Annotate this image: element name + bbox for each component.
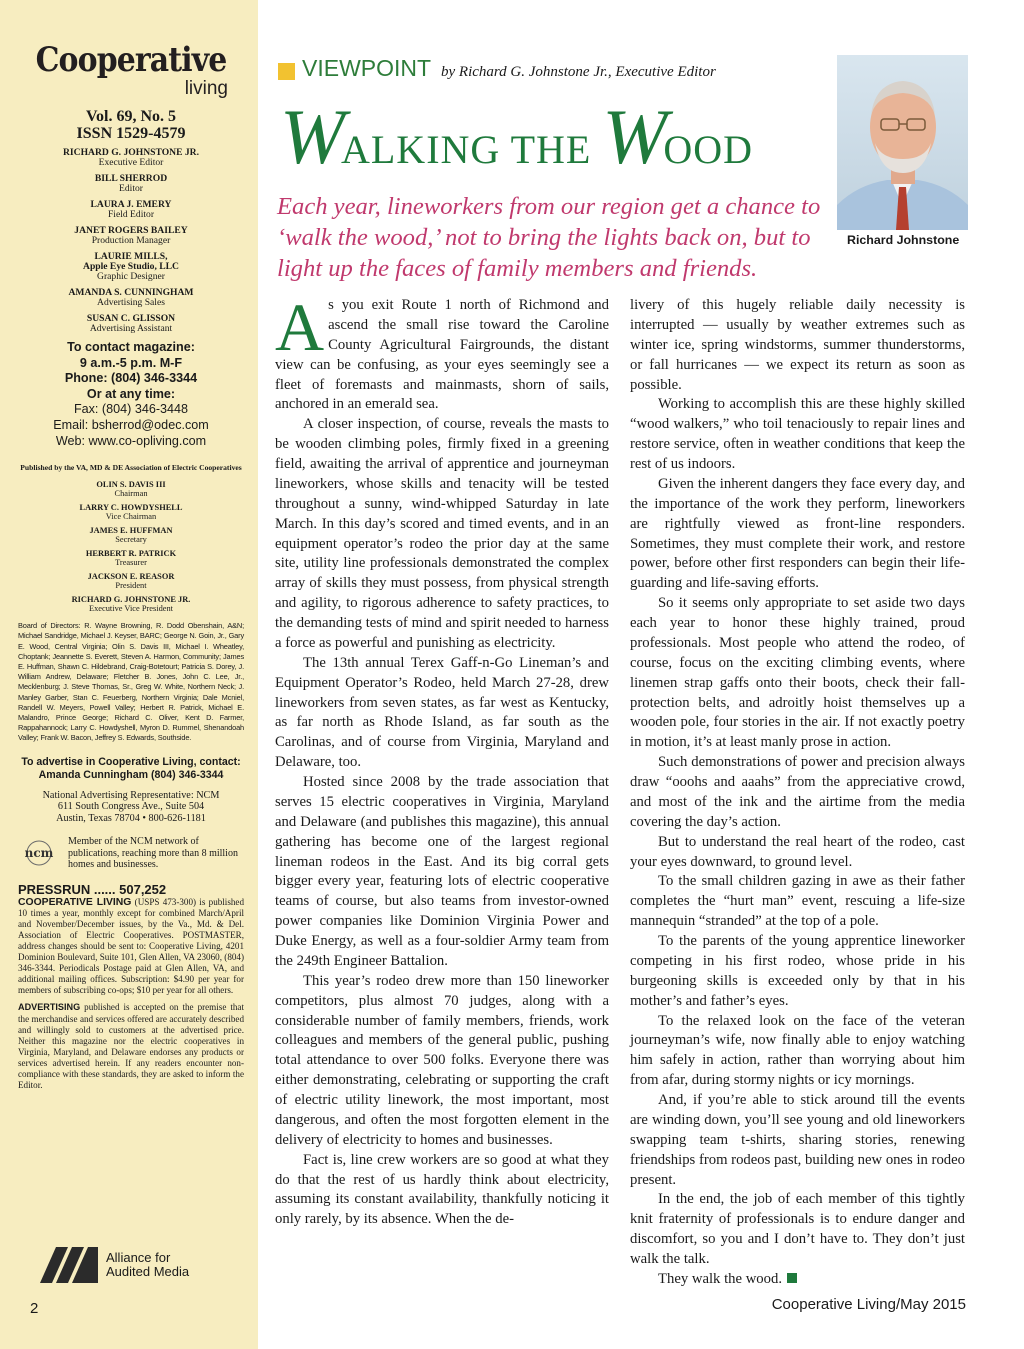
- article-paragraph: To the small children gazing in awe as their father completes the “hurt man” event, rescuing a life-size mannequin “stranded” at the top of a pole.: [630, 873, 965, 930]
- aam-text: [106, 1251, 189, 1279]
- issn-number: ISSN 1529-4579: [76, 125, 186, 142]
- staff-role: Graphic Designer: [97, 271, 165, 282]
- staff-list: [18, 148, 244, 334]
- staff-role: Production Manager: [91, 235, 171, 246]
- article-byline: by Richard G. Johnstone Jr., Executive Editor: [441, 64, 716, 80]
- page-folio: Cooperative Living/May 2015: [771, 1296, 966, 1313]
- officer-item: [18, 526, 244, 544]
- article-paragraph: And, if you’re able to stick around till the events are winding down, you’ll see young and old lineworkers swapping team t-shirts, sharing stories, renewing friendships from rodeos past, building new ones in rodeo present.: [630, 1092, 965, 1188]
- article-paragraph: To the relaxed look on the face of the veteran journeyman’s wife, now finally able to enjoy watching him safely in action, rather than worrying about him from afar, during stormy nights or icy mornings.: [630, 1012, 965, 1089]
- staff-name: BILL SHERROD: [94, 173, 168, 184]
- contact-email: Email: bsherrod@odec.com: [53, 417, 209, 432]
- section-kicker: VIEWPOINT: [302, 55, 432, 81]
- officer-role: Chairman: [114, 489, 148, 499]
- article-column-1: [275, 289, 609, 1230]
- officer-item: [18, 572, 244, 590]
- contact-heading: To contact magazine:: [67, 340, 195, 354]
- staff-item: [18, 252, 244, 282]
- closing-line: They walk the wood.: [658, 1270, 782, 1287]
- officer-item: [18, 549, 244, 567]
- headline-part: OOD: [663, 127, 753, 172]
- article-paragraph: livery of this hugely reliable daily necessity is interrupted — usually by weather extremes such as winter ice, spring windstorms, summer thunderstorms, or fall hurricanes — we expect its return as soon as possible.: [630, 297, 965, 393]
- national-advertising: [18, 790, 244, 825]
- logo-wordmark: Cooperative: [35, 40, 227, 80]
- volume-number: Vol. 69, No. 5: [85, 108, 177, 125]
- officer-role: Treasurer: [115, 558, 147, 568]
- staff-name: AMANDA S. CUNNINGHAM: [68, 287, 194, 298]
- staff-name: JANET ROGERS BAILEY: [74, 225, 188, 236]
- contact-fax: Fax: (804) 346-3448: [73, 402, 189, 417]
- article-paragraph: Fact is, line crew workers are so good at what they do that the rest of us hardly think about electricity, assuming its constant availability, thankfully noticing it only rarely, by its absence. When the de-: [275, 1151, 609, 1228]
- officers-list: [18, 480, 244, 613]
- staff-item: [18, 174, 244, 194]
- article-headline: [280, 92, 753, 182]
- article-paragraph: A closer inspection, of course, reveals the masts to be wooden climbing poles, firmly fixed in a greening field, awaiting the arrival of apprentice and journeyman lineworkers, whose skills and tenacity will be tested throughout a sunny, wind-whipped Saturday in late March. In this day’s scored and timed events, and in an equipment operator’s rodeo the prior day at the same site, utility line professionals demonstrated the complex array of skills they must possess, from physical strength and agility, to rigorous adherence to safety practices, to the demanding tests of mind and spirit needed to harness a force as powerful and punishing as electricity.: [275, 416, 609, 651]
- officer-role: Secretary: [115, 535, 147, 545]
- article-paragraph: Working to accomplish this are these highly skilled “wood walkers,” who toil tenaciously to repair lines and restore service, often in weather conditions that keep the rest of us indoors.: [630, 396, 965, 472]
- officer-name: OLIN S. DAVIS III: [96, 480, 166, 490]
- staff-item: [18, 288, 244, 308]
- officer-name: HERBERT R. PATRICK: [85, 549, 177, 559]
- officer-name: RICHARD G. JOHNSTONE JR.: [71, 595, 191, 605]
- contact-web: Web: www.co-opliving.com: [55, 433, 207, 448]
- advertising-lead: ADVERTISING: [18, 1002, 81, 1013]
- aam-line: Audited Media: [106, 1264, 190, 1279]
- advertise-heading: To advertise in Cooperative Living, contact:: [21, 755, 241, 768]
- contact-hours: 9 a.m.-5 p.m. M-F: [79, 355, 183, 370]
- staff-name: RICHARD G. JOHNSTONE JR.: [62, 147, 200, 158]
- photo-caption: Richard Johnstone: [847, 233, 960, 247]
- officer-role: Executive Vice President: [89, 604, 173, 614]
- publisher-line: Published by the VA, MD & DE Association of Electric Cooperatives: [20, 463, 242, 473]
- officer-name: JAMES E. HUFFMAN: [89, 526, 173, 536]
- article-paragraph: Hosted since 2008 by the trade association that serves 15 electric cooperatives in Virginia, Maryland and Delaware (and publishes this magazine), this annual gathering has become one of the largest regional lineman rodeos in the East. And its big corral gets bigger every year, featuring lots of electric cooperative teams of course, but also teams from investor-owned power companies like Dominion Virginia Power and Duke Energy, as well as a four-soldier Army team from the 249th Engineer Battalion.: [275, 774, 609, 969]
- end-mark-icon: [787, 1273, 797, 1283]
- natl-city: Austin, Texas 78704 • 800-626-1181: [56, 812, 206, 824]
- pressrun: PRESSRUN ...... 507,252: [18, 881, 167, 897]
- headline-initial: W: [280, 93, 341, 180]
- article-paragraph: In the end, the job of each member of this tightly knit fraternity of professionals is to endure danger and discomfort, so you and I don’t have to. They don’t just walk the talk.: [630, 1191, 965, 1267]
- masthead-sidebar: [0, 0, 258, 1349]
- officer-item: [18, 595, 244, 613]
- contact-anytime: Or at any time:: [86, 386, 176, 401]
- article-paragraph: This year’s rodeo drew more than 150 lineworker competitors, plus almost 70 judges, along with a considerable number of family members, friends, work colleagues and members of the general public, pushing total attendance to over 500 folks. Everyone there was either demonstrating, celebrating or supporting the craft of electric utility linework, the most important, most dangerous, and often the most forgotten element in the delivery of electricity to homes and businesses.: [275, 972, 609, 1148]
- page-number: 2: [30, 1300, 39, 1317]
- ncm-member-block: [18, 836, 244, 870]
- aam-logo-icon: [38, 1245, 100, 1285]
- staff-name: LAURIE MILLS,: [94, 251, 168, 262]
- advertise-contact: [18, 756, 244, 782]
- headline-part: ALKING THE: [340, 127, 603, 172]
- contact-phone: Phone: (804) 346-3344: [64, 371, 198, 386]
- article-column-2: [630, 296, 965, 1290]
- staff-item: [18, 226, 244, 246]
- kicker-square-icon: [278, 63, 295, 80]
- article-paragraph: Given the inherent dangers they face every day, and the importance of the work they perform, lineworkers are rightfully viewed as front-line responders. Sometimes, they must complete their work, and restore power, before other first responders can begin their life-guarding and life-saving efforts.: [630, 475, 965, 592]
- staff-item: [18, 314, 244, 334]
- staff-name: LAURA J. EMERY: [90, 199, 172, 210]
- contact-block: [18, 340, 244, 449]
- aam-line: Alliance for: [106, 1250, 171, 1265]
- natl-address: 611 South Congress Ave., Suite 504: [57, 801, 205, 813]
- officer-name: LARRY C. HOWDYSHELL: [79, 503, 183, 513]
- author-portrait: [837, 55, 968, 230]
- logo-subtitle: living: [184, 78, 228, 99]
- article-paragraph: But to understand the real heart of the rodeo, cast your eyes downward, to ground level.: [630, 833, 965, 870]
- article-paragraph: Such demonstrations of power and precision always draw “ooohs and aaahs” from the appreciative crowd, and most of the ink and the airtime from the media covering the day’s action.: [630, 754, 965, 830]
- ncm-logo: [18, 839, 60, 867]
- staff-item: [18, 148, 244, 168]
- advertise-name: Amanda Cunningham (804) 346-3344: [38, 768, 224, 781]
- staff-role: Advertising Assistant: [89, 323, 173, 334]
- ncm-logo-text: ncm: [24, 846, 54, 861]
- board-of-directors: Board of Directors: R. Wayne Browning, R. Dodd Obenshain, A&N; Michael Sandridge, Michael J. Keyser, BARC; George N. Goin, Jr., Gary E. Wood, Central Virginia; Olin S. Davis III, Michael I. Wheatley, Choptank; Jeannette S. Everett, Steven A. Harmon, Community; James E. Huffman, Shawn C. Hildebrand, Craig-Botetourt; Patricia S. Dorey, J. William Andrew, Delaware; Fletcher B. Jones, John C. Lee, Jr., Mecklenburg; J. Steve Thomas, Sr., Greg W. White, Northern Neck; J. Manley Garber, Stan C. Feuerberg, Northern Virginia; Dale Mcniel, Randell W. Meyers, Powell Valley; Herbert R. Patrick, Michael E. Malandro, Prince George; Richard C. Oliver, Kent D. Farmer, Rappahannock; Larry C. Howdyshell, Myron D. Rummel, Shenandoah Valley; Frank W. Bacon, Jeffrey S. Edwards, Southside.: [18, 621, 244, 743]
- advertising-text: published is accepted on the premise that the merchandise and services offered are accurately described and willingly sold to customers at the advertised price. Neither this magazine nor the electric cooperatives in Virginia, Maryland, and Delaware endorses any products or services advertised herein. If any readers encounter non-compliance with these standards, they are asked to inform the Editor.: [18, 1002, 244, 1091]
- article-paragraph: [630, 1270, 965, 1290]
- officer-item: [18, 480, 244, 498]
- staff-item: [18, 200, 244, 220]
- magazine-logo: [18, 38, 244, 98]
- author-photo: [837, 55, 968, 230]
- paragraph-text: s you exit Route 1 north of Richmond and ascend the small rise toward the Caroline County Agricultural Fairgrounds, the distant view can be confusing, as your eyes seemingly see a fleet of foremasts and mainmasts, shorn of sails, anchored in an emerald sea.: [275, 297, 609, 413]
- natl-rep: National Advertising Representative: NCM: [42, 789, 220, 801]
- article-paragraph: [275, 289, 609, 415]
- ncm-text: Member of the NCM network of publications, reaching more than 8 million homes and businesses.: [68, 836, 238, 871]
- article-paragraph: To the parents of the young apprentice lineworker competing in his first rodeo, whose pride in his burgeoning skills is exceeded only by that in his mother’s and father’s eyes.: [630, 933, 965, 1009]
- staff-company: Apple Eye Studio, LLC: [83, 261, 179, 272]
- publication-text: (USPS 473-300) is published 10 times a year, monthly except for combined March/April and November/December issues, by the Va., Md. & Del. Association of Electric Cooperatives. POSTMASTER, address changes should be sent to: Cooperative Living, 4201 Dominion Boulevard, Suite 101, Glen Allen, VA 23060, (804) 346-3344. Periodicals Postage paid at Glen Allen, VA, and additional mailing offices. Subscription: $4.90 per year for members of subscribing co-ops; $10 per year for all others.: [18, 896, 245, 996]
- advertising-policy: [18, 1002, 244, 1091]
- staff-role: Advertising Sales: [97, 297, 165, 308]
- officer-item: [18, 503, 244, 521]
- article-paragraph: So it seems only appropriate to set aside two days each year to honor these highly trained, proud professionals. Most people who attend the rodeo, of course, focus on the exciting climbing events, where linemen strap gaffs onto their boots, check their fall-protection belts, and adroitly hoist themselves up a wooden pole, four stories in the air. If not exactly poetry in motion, it’s at least manly prose in action.: [630, 595, 965, 751]
- headline-initial: W: [602, 93, 664, 180]
- ncm-logo-icon: [18, 839, 60, 867]
- staff-role: Executive Editor: [98, 157, 164, 168]
- staff-name: SUSAN C. GLISSON: [86, 313, 176, 324]
- staff-role: Field Editor: [107, 209, 155, 220]
- officer-role: President: [115, 581, 147, 591]
- officer-role: Vice Chairman: [105, 512, 157, 522]
- publication-statement: [18, 897, 244, 997]
- article-paragraph: The 13th annual Terex Gaff-n-Go Lineman’s and Equipment Operator’s Rodeo, held March 27-28, drew lineworkers from seven states, as far west as Kentucky, as far north as Rhode Island, as far south as the Carolinas, and of course from Virginia, Maryland and Delaware, too.: [275, 654, 609, 771]
- article-deck: Each year, lineworkers from our region get a chance to ‘walk the wood,’ not to bring the lights back on, but to light up the faces of family members and friends.: [277, 193, 821, 282]
- staff-role: Editor: [119, 183, 143, 194]
- drop-cap: A: [275, 289, 325, 365]
- publication-lead: COOPERATIVE LIVING: [18, 896, 132, 908]
- officer-name: JACKSON E. REASOR: [87, 572, 175, 582]
- aam-badge: [38, 1245, 189, 1285]
